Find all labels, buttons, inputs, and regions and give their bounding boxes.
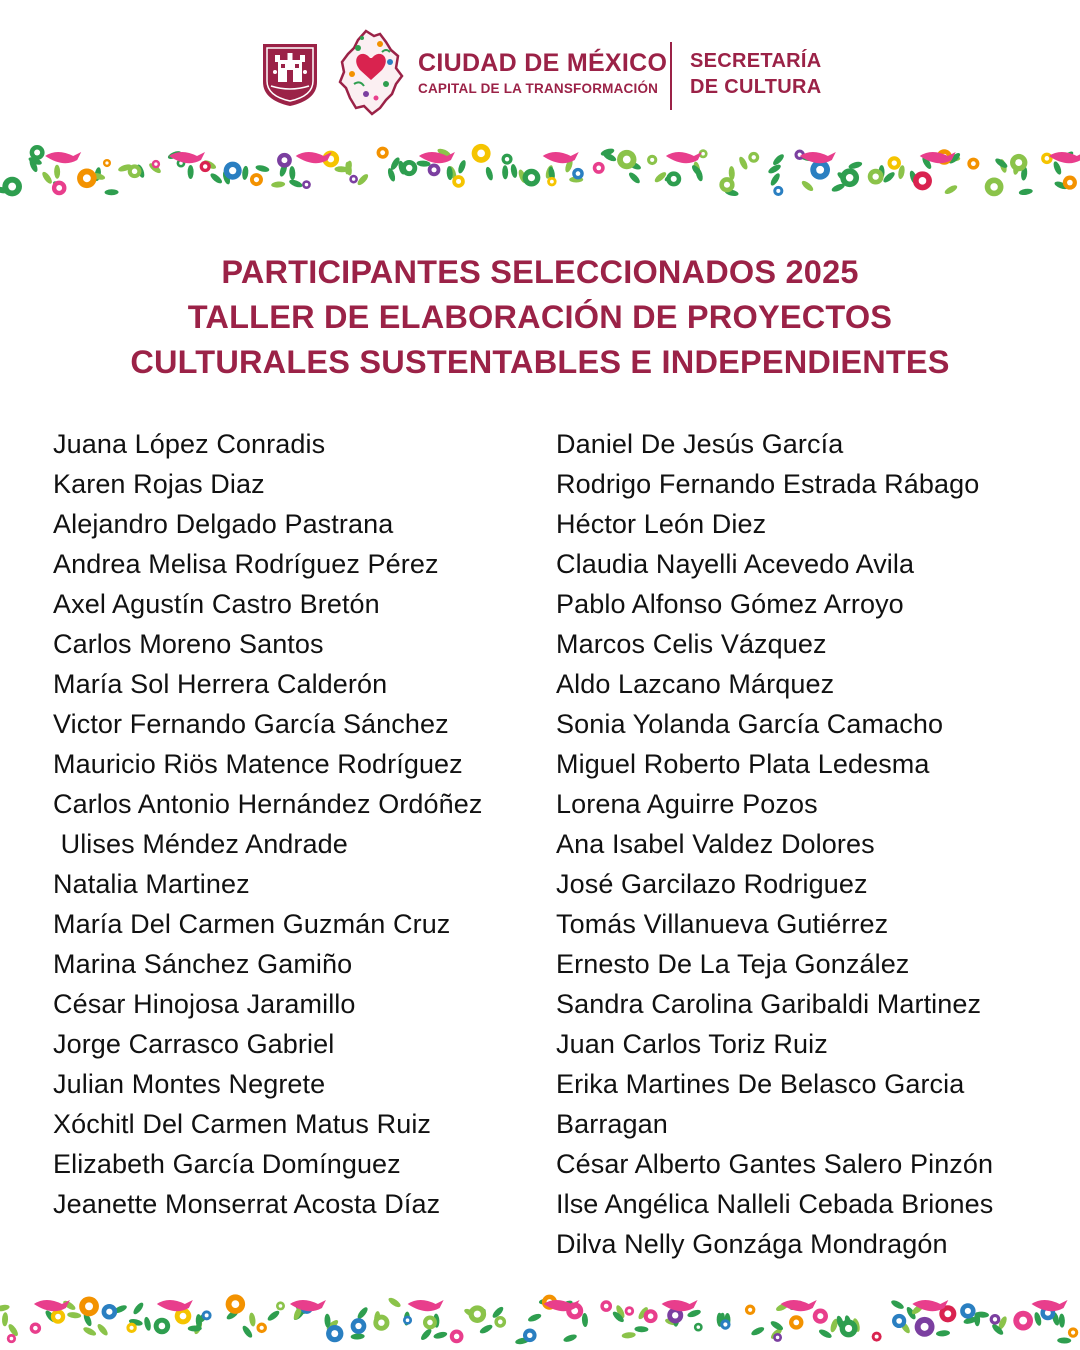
participant-name: Ernesto De La Teja González bbox=[556, 949, 910, 979]
participant-name: Marcos Celis Vázquez bbox=[556, 629, 827, 659]
participant-name: Alejandro Delgado Pastrana bbox=[53, 509, 394, 539]
participant-name: Julian Montes Negrete bbox=[53, 1069, 326, 1099]
participant-name: Andrea Melisa Rodríguez Pérez bbox=[53, 549, 439, 579]
participant-name: Daniel De Jesús García bbox=[556, 429, 844, 459]
department-name bbox=[690, 48, 822, 100]
brand-subtitle: CAPITAL DE LA TRANSFORMACIÓN bbox=[418, 81, 659, 96]
floral-pattern bbox=[0, 142, 1080, 202]
floral-pattern bbox=[0, 1290, 1080, 1350]
participant-name: Rodrigo Fernando Estrada Rábago bbox=[556, 469, 980, 499]
participant-name: Juan Carlos Toriz Ruiz bbox=[556, 1029, 828, 1059]
participant-name: Victor Fernando García Sánchez bbox=[53, 709, 449, 739]
participant-name: Karen Rojas Diaz bbox=[53, 469, 265, 499]
participant-name: Erika Martines De Belasco Garcia bbox=[556, 1069, 965, 1099]
participant-name: Tomás Villanueva Gutiérrez bbox=[556, 909, 889, 939]
header-divider bbox=[670, 42, 672, 110]
cdmx-map-heart-logo bbox=[336, 28, 406, 116]
participant-name: Carlos Moreno Santos bbox=[53, 629, 324, 659]
participant-name: Axel Agustín Castro Bretón bbox=[53, 589, 380, 619]
decorative-floral-band-top bbox=[0, 142, 1080, 202]
department-line-1: SECRETARÍA bbox=[690, 50, 822, 72]
participant-name: María Del Carmen Guzmán Cruz bbox=[53, 909, 451, 939]
participants-list-right bbox=[556, 424, 993, 1264]
participant-name: María Sol Herrera Calderón bbox=[53, 669, 388, 699]
participant-name: Ana Isabel Valdez Dolores bbox=[556, 829, 875, 859]
participant-name: José Garcilazo Rodriguez bbox=[556, 869, 868, 899]
participant-name: Aldo Lazcano Márquez bbox=[556, 669, 835, 699]
participant-name: Ulises Méndez Andrade bbox=[53, 829, 348, 859]
title-line-1: PARTICIPANTES SELECCIONADOS 2025 bbox=[221, 254, 859, 290]
title-line-3: CULTURALES SUSTENTABLES E INDEPENDIENTES bbox=[130, 344, 950, 380]
participant-name: Juana López Conradis bbox=[53, 429, 326, 459]
participant-name: César Alberto Gantes Salero Pinzón bbox=[556, 1149, 994, 1179]
participant-name: Héctor León Diez bbox=[556, 509, 767, 539]
header bbox=[0, 26, 1080, 116]
department-line-2: DE CULTURA bbox=[690, 76, 822, 98]
participant-name: César Hinojosa Jaramillo bbox=[53, 989, 356, 1019]
participant-name: Sandra Carolina Garibaldi Martinez bbox=[556, 989, 982, 1019]
cdmx-shield-logo bbox=[261, 42, 319, 108]
participant-name: Elizabeth García Domínguez bbox=[53, 1149, 401, 1179]
participant-name: Jorge Carrasco Gabriel bbox=[53, 1029, 335, 1059]
participant-name: Mauricio Riös Matence Rodríguez bbox=[53, 749, 463, 779]
page-title bbox=[0, 250, 1080, 385]
brand-title: CIUDAD DE MÉXICO bbox=[418, 49, 668, 77]
decorative-floral-band-bottom bbox=[0, 1290, 1080, 1350]
participants-list-left bbox=[53, 424, 482, 1224]
participant-name: Claudia Nayelli Acevedo Avila bbox=[556, 549, 915, 579]
participant-name: Ilse Angélica Nalleli Cebada Briones bbox=[556, 1189, 994, 1219]
participant-name: Barragan bbox=[556, 1109, 668, 1139]
participant-name: Miguel Roberto Plata Ledesma bbox=[556, 749, 930, 779]
participant-name: Carlos Antonio Hernández Ordóñez bbox=[53, 789, 483, 819]
participant-name: Pablo Alfonso Gómez Arroyo bbox=[556, 589, 904, 619]
brand-block bbox=[418, 48, 667, 96]
participant-name: Jeanette Monserrat Acosta Díaz bbox=[53, 1189, 441, 1219]
participant-name: Marina Sánchez Gamiño bbox=[53, 949, 353, 979]
participant-name: Lorena Aguirre Pozos bbox=[556, 789, 818, 819]
participant-name: Natalia Martinez bbox=[53, 869, 250, 899]
participant-name: Dilva Nelly Gonzága Mondragón bbox=[556, 1229, 948, 1259]
title-line-2: TALLER DE ELABORACIÓN DE PROYECTOS bbox=[187, 299, 893, 335]
participant-name: Sonia Yolanda García Camacho bbox=[556, 709, 944, 739]
participant-name: Xóchitl Del Carmen Matus Ruiz bbox=[53, 1109, 432, 1139]
